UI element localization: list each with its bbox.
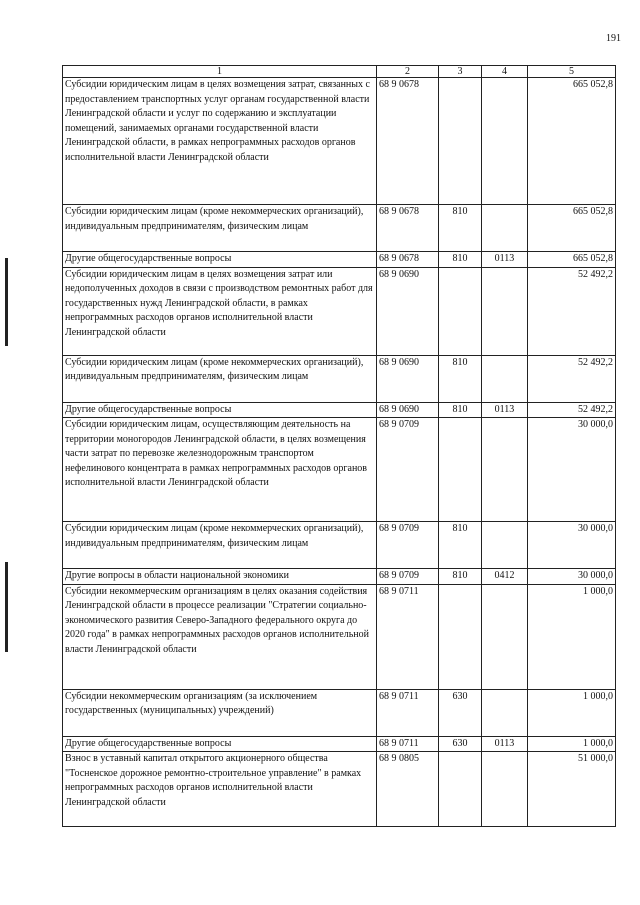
row-section: 0113 (482, 736, 528, 752)
row-code: 68 9 0711 (377, 689, 439, 736)
row-code: 68 9 0678 (377, 205, 439, 252)
header-row (63, 66, 616, 78)
table-row (63, 205, 616, 252)
row-name: Взнос в уставный капитал открытого акционерного общества "Тосненское дорожное ремонтно-строительное управление" в рамках непрограммных расходов органов исполнительной власти Ленинградской области (63, 752, 377, 827)
row-name: Субсидии юридическим лицам в целях возмещения затрат или недополученных доходов в связи с производством ремонтных работ для государственных нужд Ленинградской области, в рамках непрограммных расходов органов исполнительной власти Ленинградской области (63, 267, 377, 355)
table-row (63, 252, 616, 268)
row-amount: 1 000,0 (528, 689, 616, 736)
row-name: Субсидии юридическим лицам (кроме некоммерческих организаций), индивидуальным предпринимателям, физическим лицам (63, 522, 377, 569)
header-col-5: 5 (528, 66, 616, 78)
row-code: 68 9 0678 (377, 252, 439, 268)
row-section (482, 522, 528, 569)
row-code: 68 9 0709 (377, 522, 439, 569)
row-section (482, 78, 528, 205)
row-amount: 30 000,0 (528, 569, 616, 585)
row-kvr: 810 (439, 355, 482, 402)
scan-edge-mark (5, 562, 8, 652)
row-section (482, 584, 528, 689)
budget-table (62, 65, 616, 827)
table-row (63, 418, 616, 522)
row-name: Субсидии юридическим лицам, осуществляющим деятельность на территории моногородов Ленинградской области, в целях возмещения части затрат по перевозке железнодорожным транспортом нефелинового концентрата в рамках непрограммных расходов органов исполнительной власти Ленинградской области (63, 418, 377, 522)
row-amount: 665 052,8 (528, 252, 616, 268)
row-section (482, 418, 528, 522)
row-code: 68 9 0709 (377, 418, 439, 522)
table-row (63, 402, 616, 418)
row-section (482, 205, 528, 252)
row-kvr: 810 (439, 569, 482, 585)
row-amount: 52 492,2 (528, 355, 616, 402)
table-row (63, 752, 616, 827)
row-section: 0412 (482, 569, 528, 585)
row-amount: 665 052,8 (528, 78, 616, 205)
row-amount: 1 000,0 (528, 584, 616, 689)
row-kvr: 810 (439, 402, 482, 418)
row-kvr: 810 (439, 522, 482, 569)
row-name: Другие общегосударственные вопросы (63, 736, 377, 752)
row-name: Другие вопросы в области национальной экономики (63, 569, 377, 585)
row-kvr: 810 (439, 252, 482, 268)
row-amount: 51 000,0 (528, 752, 616, 827)
table-row (63, 689, 616, 736)
row-code: 68 9 0690 (377, 402, 439, 418)
row-section (482, 355, 528, 402)
row-amount: 665 052,8 (528, 205, 616, 252)
row-section (482, 689, 528, 736)
row-name: Другие общегосударственные вопросы (63, 402, 377, 418)
row-code: 68 9 0805 (377, 752, 439, 827)
table-row (63, 569, 616, 585)
row-name: Субсидии юридическим лицам (кроме некоммерческих организаций), индивидуальным предпринимателям, физическим лицам (63, 355, 377, 402)
header-col-2: 2 (377, 66, 439, 78)
row-kvr (439, 584, 482, 689)
row-section (482, 267, 528, 355)
row-amount: 30 000,0 (528, 522, 616, 569)
row-section: 0113 (482, 252, 528, 268)
row-name: Субсидии юридическим лицам (кроме некоммерческих организаций), индивидуальным предпринимателям, физическим лицам (63, 205, 377, 252)
row-amount: 52 492,2 (528, 402, 616, 418)
row-name: Субсидии юридическим лицам в целях возмещения затрат, связанных с предоставлением транспортных услуг органам государственной власти Ленинградской области и услуг по содержанию и эксплуатации помещений, занимаемых органами государственной власти Ленинградской области, в рамках непрограммных расходов органов исполнительной власти Ленинградской области (63, 78, 377, 205)
row-code: 68 9 0711 (377, 736, 439, 752)
row-kvr: 810 (439, 205, 482, 252)
row-code: 68 9 0709 (377, 569, 439, 585)
table-row (63, 355, 616, 402)
row-kvr (439, 418, 482, 522)
row-section: 0113 (482, 402, 528, 418)
row-code: 68 9 0690 (377, 267, 439, 355)
header-col-3: 3 (439, 66, 482, 78)
page-number: 191 (606, 33, 621, 44)
row-kvr: 630 (439, 736, 482, 752)
row-name: Другие общегосударственные вопросы (63, 252, 377, 268)
table-row (63, 522, 616, 569)
row-section (482, 752, 528, 827)
row-amount: 1 000,0 (528, 736, 616, 752)
header-col-4: 4 (482, 66, 528, 78)
row-amount: 30 000,0 (528, 418, 616, 522)
row-code: 68 9 0711 (377, 584, 439, 689)
row-kvr (439, 752, 482, 827)
table-row (63, 78, 616, 205)
table-row (63, 584, 616, 689)
table-row (63, 267, 616, 355)
row-name: Субсидии некоммерческим организациям (за исключением государственных (муниципальных) учреждений) (63, 689, 377, 736)
row-kvr: 630 (439, 689, 482, 736)
row-kvr (439, 78, 482, 205)
row-name: Субсидии некоммерческим организациям в целях оказания содействия Ленинградской области в процессе реализации "Стратегии социально-экономического развития Северо-Западного федерального округа до 2020 года" в рамках непрограммных расходов органов исполнительной власти Ленинградской области (63, 584, 377, 689)
table-row (63, 736, 616, 752)
row-code: 68 9 0690 (377, 355, 439, 402)
row-amount: 52 492,2 (528, 267, 616, 355)
row-code: 68 9 0678 (377, 78, 439, 205)
row-kvr (439, 267, 482, 355)
scan-edge-mark (5, 258, 8, 346)
header-col-1: 1 (63, 66, 377, 78)
